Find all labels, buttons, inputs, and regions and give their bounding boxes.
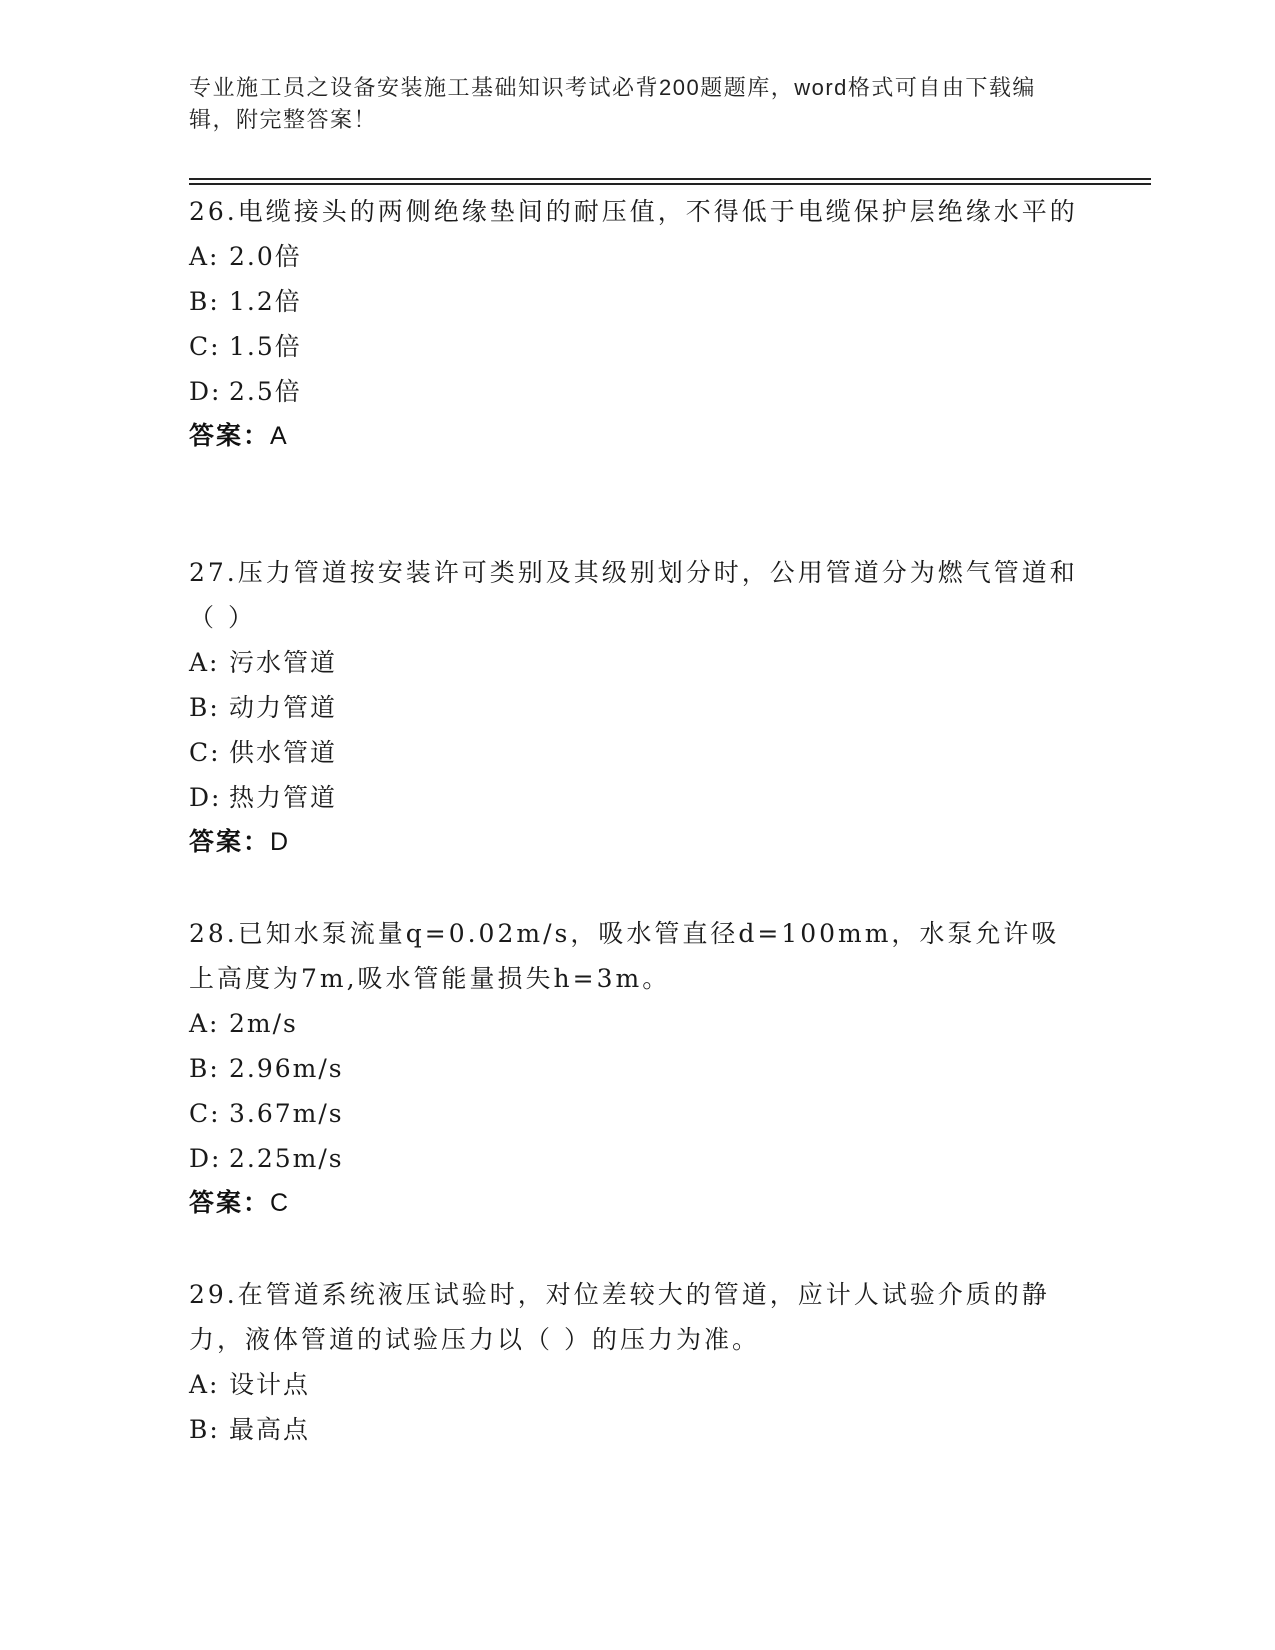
question-stem: 27.压力管道按安装许可类别及其级别划分时，公用管道分为燃气管道和（ ）: [189, 558, 1078, 632]
option-d: [189, 1136, 1079, 1181]
option-letter: C:: [189, 1099, 221, 1128]
question-stem: 26.电缆接头的两侧绝缘垫间的耐压值，不得低于电缆保护层绝缘水平的: [189, 197, 1078, 226]
option-letter: A:: [189, 1370, 220, 1399]
question-29: [189, 1272, 1079, 1452]
answer-line: [189, 414, 1079, 459]
option-text: 供水管道: [229, 738, 338, 767]
header-divider: [189, 178, 1151, 180]
option-d: [189, 369, 1079, 414]
option-text: 2.25m/s: [229, 1144, 344, 1173]
option-c: [189, 324, 1079, 369]
option-text: 1.2倍: [229, 287, 302, 316]
option-letter: B:: [189, 287, 220, 316]
answer-label: 答案：: [189, 1189, 271, 1217]
option-a: [189, 1362, 1079, 1407]
question-27: [189, 550, 1079, 865]
option-letter: A:: [189, 1009, 220, 1038]
option-text: 2m/s: [229, 1009, 298, 1038]
option-letter: B:: [189, 1415, 220, 1444]
option-letter: D:: [189, 783, 222, 812]
option-letter: A:: [189, 648, 220, 677]
answer-value: A: [270, 422, 289, 450]
answer-line: [189, 1181, 1079, 1226]
option-text: 最高点: [229, 1415, 311, 1444]
header-divider-second: [189, 183, 1151, 185]
option-text: 污水管道: [229, 648, 338, 677]
option-a: [189, 234, 1079, 279]
option-text: 1.5倍: [229, 332, 302, 361]
option-text: 热力管道: [229, 783, 338, 812]
option-a: [189, 640, 1079, 685]
question-stem: 28.已知水泵流量q=0.02m/s，吸水管直径d=100mm，水泵允许吸上高度为7m,吸水管能量损失h=3m。: [189, 919, 1060, 993]
answer-label: 答案：: [189, 828, 271, 856]
answer-value: C: [270, 1189, 291, 1217]
option-letter: C:: [189, 738, 221, 767]
option-letter: B:: [189, 693, 220, 722]
option-letter: D:: [189, 1144, 222, 1173]
option-d: [189, 775, 1079, 820]
question-stem: 29.在管道系统液压试验时，对位差较大的管道，应计人试验介质的静力，液体管道的试验压力以（ ）的压力为准。: [189, 1280, 1050, 1354]
option-c: [189, 1091, 1079, 1136]
option-text: 2.96m/s: [229, 1054, 344, 1083]
answer-label: 答案：: [189, 422, 271, 450]
option-b: [189, 1407, 1079, 1452]
answer-line: [189, 820, 1079, 865]
question-26: [189, 189, 1079, 459]
option-b: [189, 279, 1079, 324]
option-text: 动力管道: [229, 693, 338, 722]
option-a: [189, 1001, 1079, 1046]
option-letter: C:: [189, 332, 221, 361]
option-text: 2.5倍: [229, 377, 302, 406]
option-letter: B:: [189, 1054, 220, 1083]
option-c: [189, 730, 1079, 775]
option-letter: D:: [189, 377, 222, 406]
document-header: 专业施工员之设备安装施工基础知识考试必背200题题库，word格式可自由下载编辑，附完整答案！: [189, 75, 1036, 132]
option-b: [189, 685, 1079, 730]
option-text: 3.67m/s: [229, 1099, 344, 1128]
answer-value: D: [270, 828, 291, 856]
option-b: [189, 1046, 1079, 1091]
question-28: [189, 911, 1079, 1226]
option-text: 设计点: [229, 1370, 311, 1399]
option-text: 2.0倍: [229, 242, 302, 271]
option-letter: A:: [189, 242, 220, 271]
